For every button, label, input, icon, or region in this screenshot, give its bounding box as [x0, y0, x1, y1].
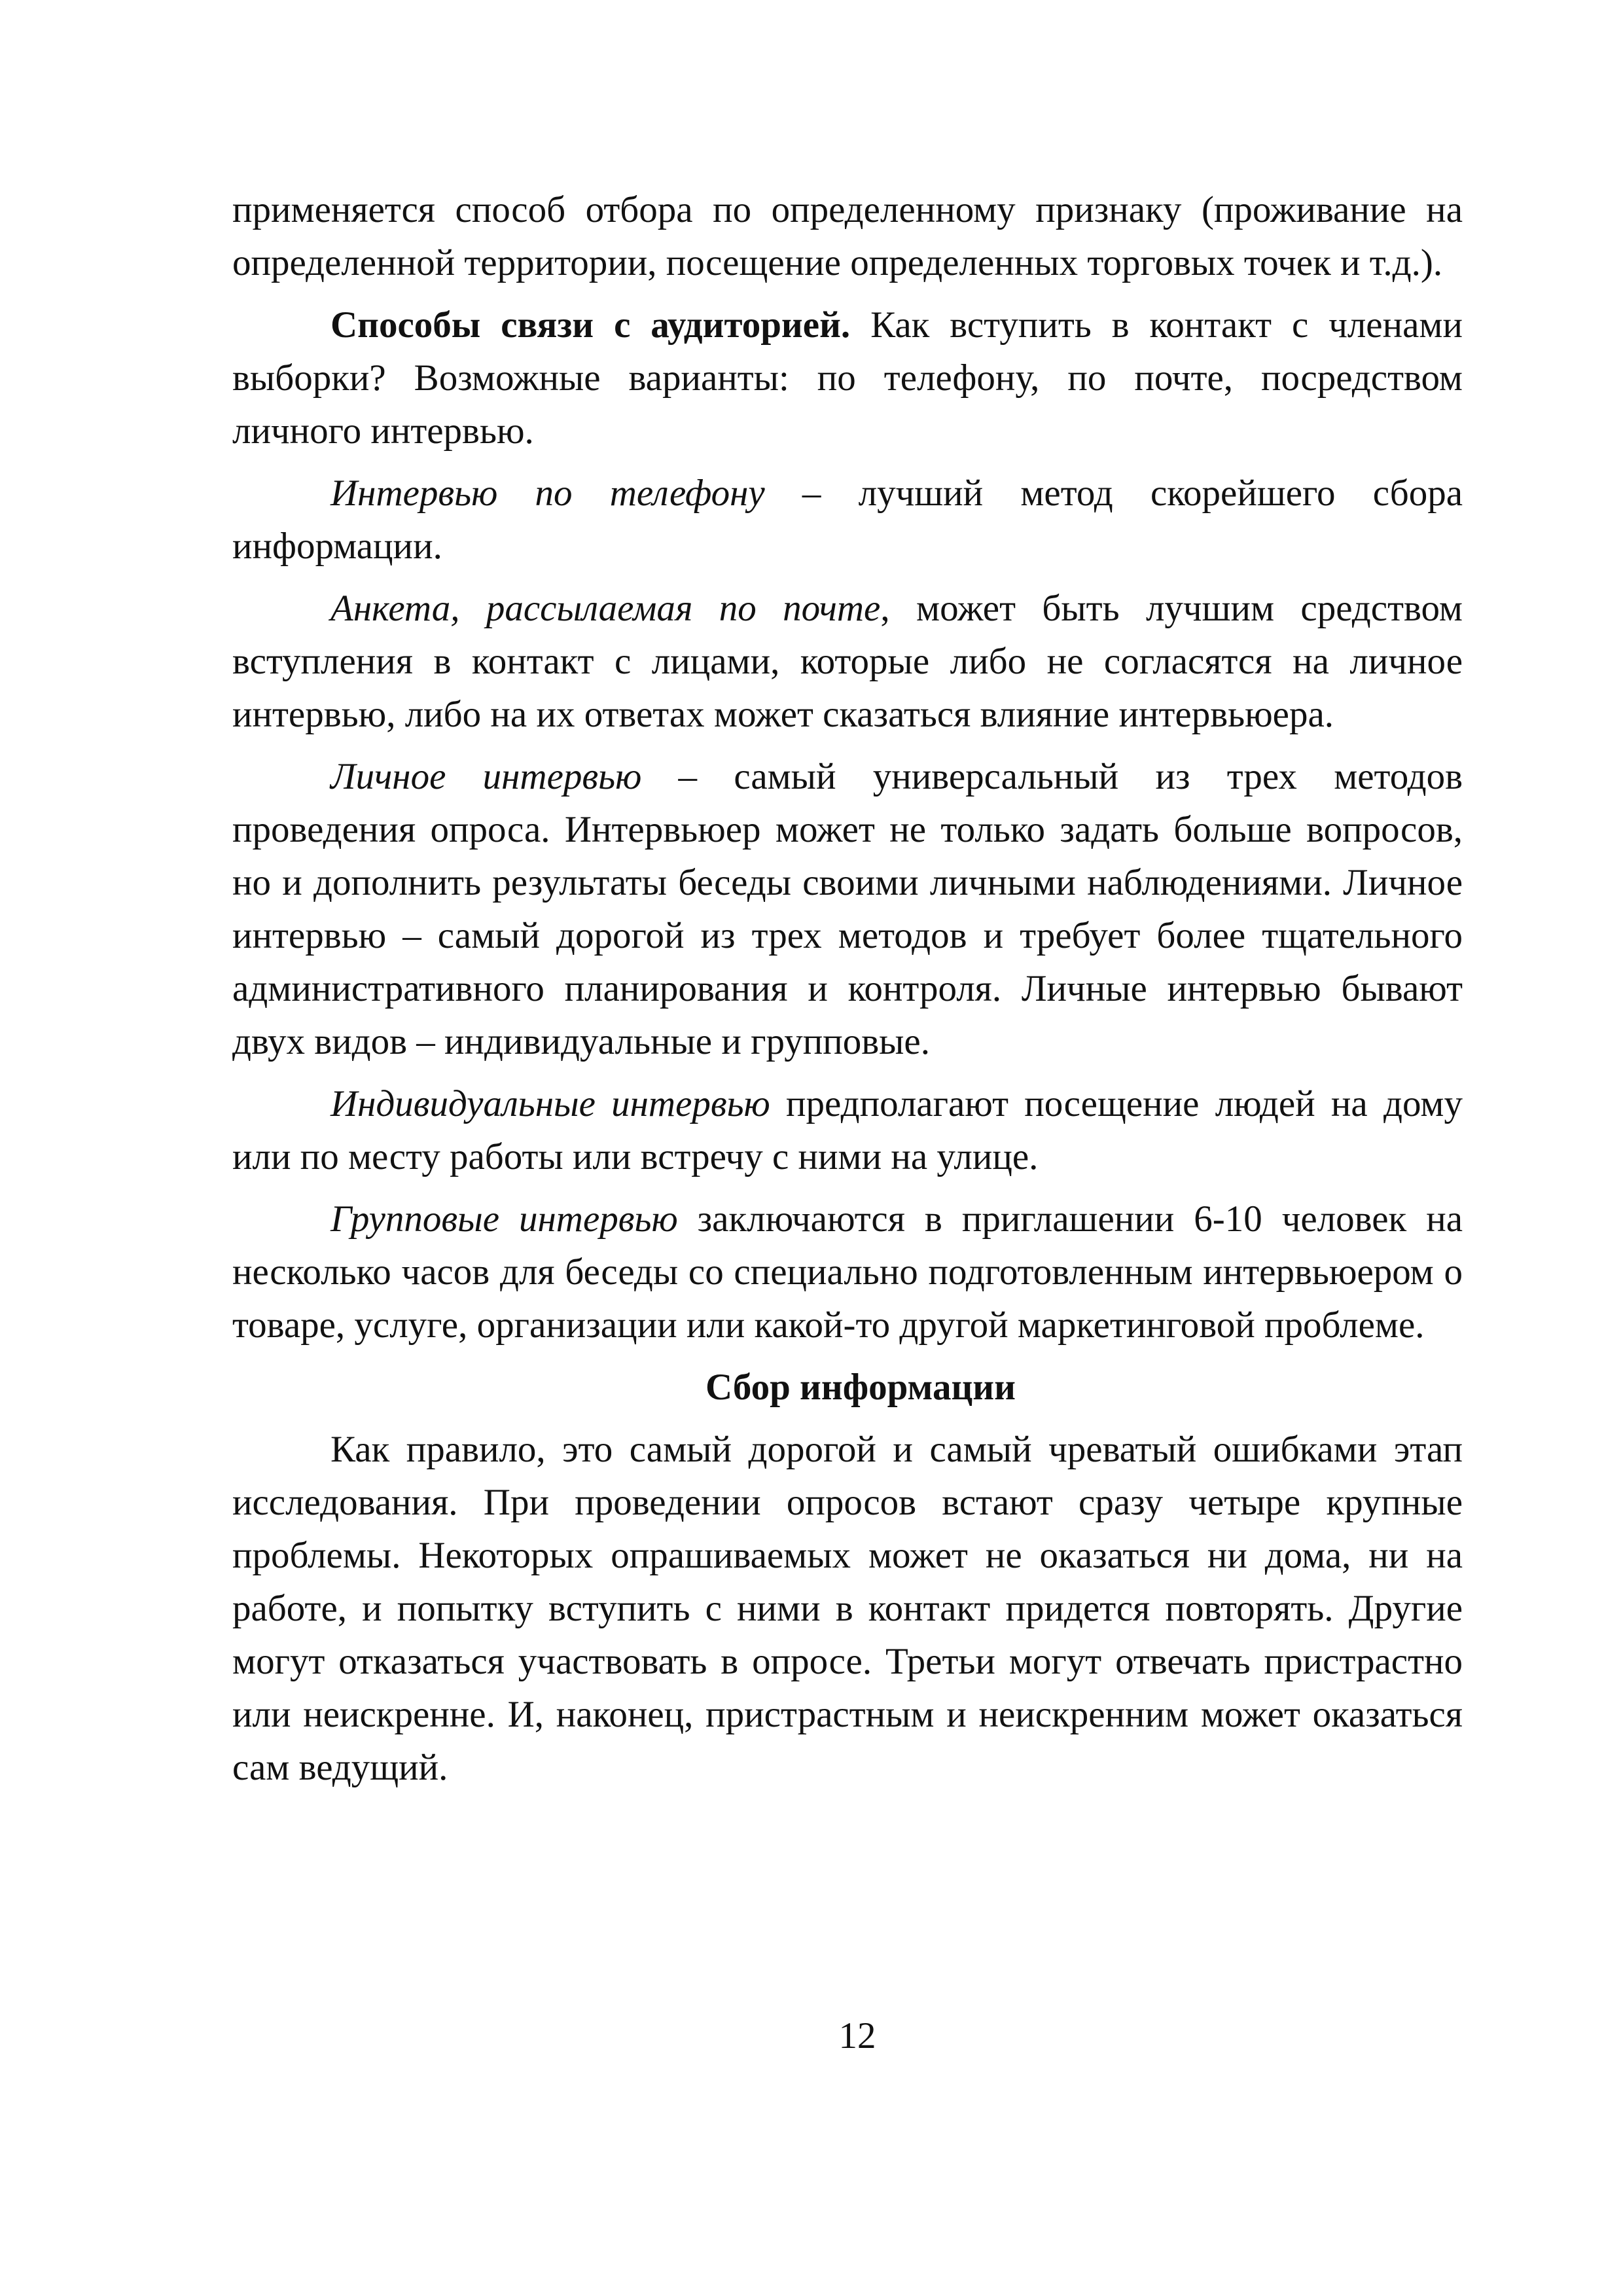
italic-term-phone-interview: Интервью по телефону	[330, 473, 765, 514]
section-heading: Сбор информации	[705, 1367, 1016, 1408]
paragraph-individual-interviews	[232, 1077, 1463, 1183]
paragraph-text: применяется способ отбора по определенному признаку (проживание на определенной территории, посещение определенных торговых точек и т.д.).	[232, 189, 1463, 283]
italic-term-personal-interview: Личное интервью	[330, 756, 642, 797]
paragraph-text: , может быть лучшим средством вступления в контакт с лицами, которые либо не согласятся на личное интервью, либо на их ответах может сказаться влияние интервьюера.	[232, 588, 1463, 735]
paragraph-information-collection	[232, 1423, 1463, 1794]
italic-term-individual-interviews: Индивидуальные интервью	[330, 1083, 770, 1124]
paragraph-text: Как правило, это самый дорогой и самый чреватый ошибками этап исследования. При проведении опросов встают сразу четыре крупные проблемы. Некоторых опрашиваемых может не оказаться ни дома, ни на работе, и попытку вступить с ними в контакт придется повторять. Другие могут отказаться участвовать в опросе. Третьи могут отвечать пристрастно или неискренне. И, наконец, пристрастным и неискренним может оказаться сам ведущий.	[232, 1429, 1463, 1788]
paragraph-phone-interview	[232, 467, 1463, 573]
paragraph-mail-survey	[232, 582, 1463, 741]
paragraph-group-interviews	[232, 1193, 1463, 1352]
paragraph-text: – лучший метод скорейшего сбора информации.	[232, 473, 1463, 567]
page-number: 12	[838, 2015, 876, 2056]
paragraph-text: Как вступить в контакт с членами выборки? Возможные варианты: по телефону, по почте, посредством личного интервью.	[232, 304, 1463, 452]
bold-term-communication-methods: Способы связи с аудиторией.	[330, 304, 851, 346]
paragraph-communication-methods	[232, 298, 1463, 457]
paragraph-sampling-method	[232, 183, 1463, 289]
italic-term-group-interviews: Групповые интервью	[330, 1198, 678, 1240]
paragraph-text: предполагают посещение людей на дому или по месту работы или встречу с ними на улице.	[232, 1083, 1463, 1177]
document-page	[232, 183, 1463, 1803]
italic-term-mail-survey: Анкета, рассылаемая по почте	[330, 588, 881, 629]
paragraph-text: заключаются в приглашении 6-10 человек на несколько часов для беседы со специально подготовленным интервьюером о товаре, услуге, организации или какой-то другой маркетинговой проблеме.	[232, 1198, 1463, 1346]
paragraph-personal-interview	[232, 750, 1463, 1068]
paragraph-text: – самый универсальный из трех методов проведения опроса. Интервьюер может не только задать больше вопросов, но и дополнить результаты беседы своими личными наблюдениями. Личное интервью – самый дорогой из трех методов и требует более тщательного административного планирования и контроля. Личные интервью бывают двух видов – индивидуальные и групповые.	[232, 756, 1463, 1062]
